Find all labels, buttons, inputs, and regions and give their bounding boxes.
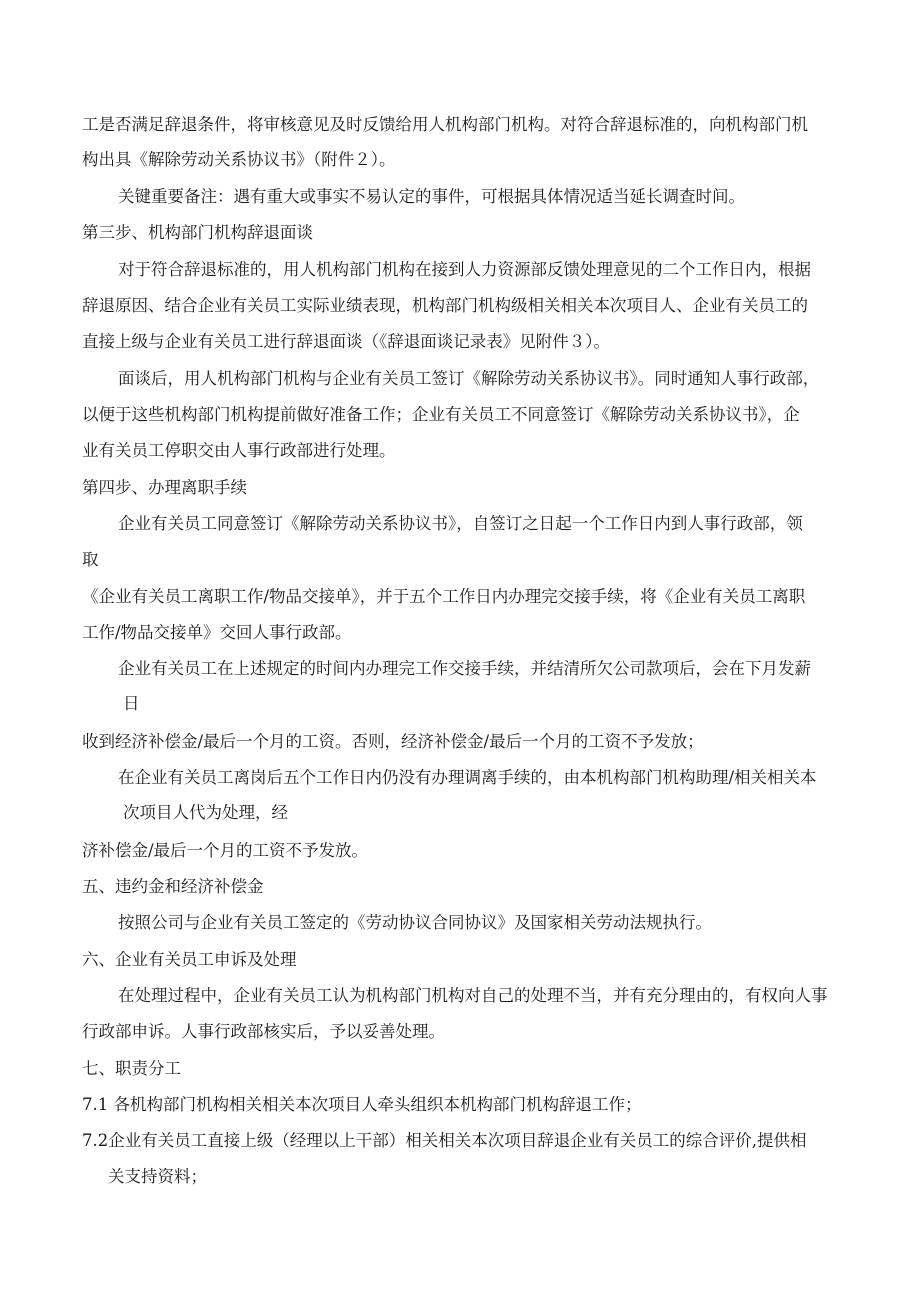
- text-line-29: 7.2企业有关员工直接上级（经理以上干部）相关相关本次项目辞退企业有关员工的综合评价,提供相: [82, 1131, 807, 1150]
- text-line-10: 业有关员工停职交由人事行政部进行处理。: [82, 441, 396, 460]
- section-heading: 六、企业有关员工申诉及处理: [82, 950, 297, 969]
- text-line-13: 取: [82, 550, 99, 569]
- text-line-2: 构出具《解除劳动关系协议书》（附件２）。: [82, 150, 396, 169]
- text-line-15: 工作/物品交接单》交回人事行政部。: [82, 623, 352, 642]
- text-line-18: 收到经济补偿金/最后一个月的工资。否则，经济补偿金/最后一个月的工资不予发放；: [82, 732, 704, 751]
- text-line-7: 直接上级与企业有关员工进行辞退面谈（《辞退面谈记录表》见附件３）。: [82, 332, 610, 351]
- section-heading: 第三步、机构部门机构辞退面谈: [82, 223, 313, 242]
- section-heading: 第四步、办理离职手续: [82, 478, 247, 497]
- text-line-16: 企业有关员工在上述规定的时间内办理完工作交接手续，并结清所欠公司款项后，会在下月发薪: [118, 659, 811, 678]
- section-heading: 七、职责分工: [82, 1059, 181, 1078]
- text-line-8: 面谈后，用人机构部门机构与企业有关员工签订《解除劳动关系协议书》。同时通知人事行政部，: [118, 369, 820, 388]
- text-line-3: 关键重要备注：遇有重大或事实不易认定的事件，可根据具体情况适当延长调查时间。: [118, 187, 745, 206]
- section-heading: 五、违约金和经济补偿金: [82, 877, 264, 896]
- text-line-20: 次项目人代为处理，经: [123, 803, 288, 822]
- text-line-23: 按照公司与企业有关员工签定的《劳动协议合同协议》及国家相关劳动法规执行。: [118, 913, 712, 932]
- text-line-26: 行政部申诉。人事行政部核实后，予以妥善处理。: [82, 1022, 445, 1041]
- text-line-9: 以便于这些机构部门机构提前做好准备工作；企业有关员工不同意签订《解除劳动关系协议书》，企: [82, 405, 800, 424]
- text-line-25: 在处理过程中，企业有关员工认为机构部门机构对自己的处理不当，并有充分理由的，有权向人事: [118, 986, 828, 1005]
- text-line-14: 《企业有关员工离职工作/物品交接单》，并于五个工作日内办理完交接手续，将《企业有关员工离职: [82, 587, 806, 606]
- text-line-6: 辞退原因、结合企业有关员工实际业绩表现，机构部门机构级相关相关本次项目人、企业有关员工的: [82, 296, 808, 315]
- text-line-21: 济补偿金/最后一个月的工资不予发放。: [82, 841, 369, 860]
- text-line-28: 7.1 各机构部门机构相关相关本次项目人牵头组织本机构部门机构辞退工作；: [82, 1095, 642, 1114]
- text-line-1: 工是否满足辞退条件，将审核意见及时反馈给用人机构部门机构。对符合辞退标准的，向机构部门机: [82, 115, 808, 134]
- text-line-19: 在企业有关员工离岗后五个工作日内仍没有办理调离手续的，由本机构部门机构助理/相关相关本: [118, 768, 817, 787]
- text-line-12: 企业有关员工同意签订《解除劳动关系协议书》，自签订之日起一个工作日内到人事行政部，领: [118, 514, 803, 533]
- text-line-17: 日: [123, 694, 140, 713]
- text-line-30: 关支持资料；: [108, 1167, 207, 1186]
- text-line-5: 对于符合辞退标准的，用人机构部门机构在接到人力资源部反馈处理意见的二个工作日内，根据: [118, 260, 811, 279]
